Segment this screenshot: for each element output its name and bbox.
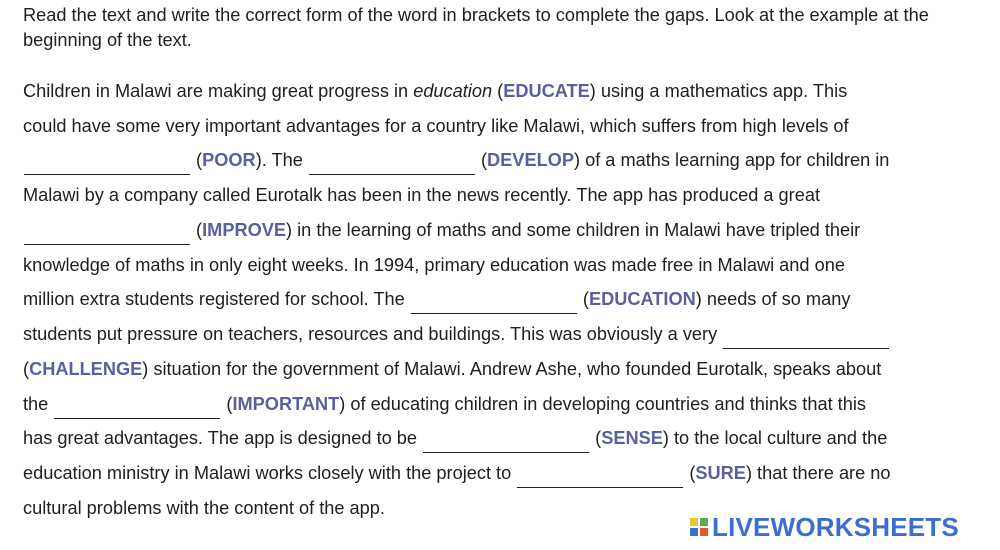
- text-run: ) situation for the government of Malawi. Andrew Ashe, who founded Eurotalk, speaks about: [142, 359, 882, 379]
- keyword-education: EDUCATION: [588, 289, 696, 309]
- text-run: ) of educating children in developing countries and thinks that this: [339, 394, 866, 414]
- text-run: (: [221, 394, 233, 414]
- text-line: [23, 252, 845, 278]
- keyword-develop: DEVELOP: [487, 150, 574, 170]
- logo-square: [700, 518, 708, 526]
- text-line: [23, 391, 866, 419]
- gap-input-challenge[interactable]: [723, 330, 889, 349]
- text-run: Children in Malawi are making great progress in: [23, 81, 414, 101]
- text-run: ) of a maths learning app for children in: [573, 150, 890, 170]
- text-run: million extra students registered for school. The: [23, 289, 410, 309]
- text-run: (: [191, 220, 203, 240]
- text-line: [23, 286, 850, 314]
- text-line: [23, 182, 820, 208]
- example-answer: education: [413, 81, 493, 101]
- text-line: [23, 495, 385, 521]
- text-run: ) using a mathematics app. This: [589, 81, 848, 101]
- keyword-educate: EDUCATE: [503, 81, 590, 101]
- keyword-poor: POOR: [202, 150, 256, 170]
- keyword-challenge: CHALLENGE: [29, 359, 143, 379]
- text-line: [23, 78, 847, 104]
- logo-square: [700, 528, 708, 536]
- text-run: Malawi by a company called Eurotalk has been in the news recently. The app has produced a great: [23, 185, 821, 205]
- logo-text: LIVEWORKSHEETS: [712, 511, 959, 542]
- text-run: ). The: [255, 150, 308, 170]
- gap-input-important[interactable]: [54, 400, 220, 419]
- text-line: [23, 147, 889, 175]
- text-run: cultural problems with the content of the app.: [23, 498, 385, 518]
- text-run: (: [577, 289, 589, 309]
- text-run: (: [590, 428, 602, 448]
- text-run: knowledge of maths in only eight weeks. In 1994, primary education was made free in Malawi and one: [23, 255, 845, 275]
- text-run: has great advantages. The app is designed to be: [23, 428, 423, 448]
- text-run: (: [191, 150, 203, 170]
- liveworksheets-logo[interactable]: [690, 512, 959, 542]
- keyword-sure: SURE: [695, 463, 746, 483]
- text-run: (: [492, 81, 504, 101]
- text-run: (: [475, 150, 488, 170]
- text-run: (: [684, 463, 696, 483]
- instructions: Read the text and write the correct form of the word in brackets to complete the gaps. Look at the example at the beginning of the text.: [23, 5, 929, 50]
- text-run: could have some very important advantages for a country like Malawi, which suffers from high levels of: [23, 116, 849, 136]
- text-run: ) to the local culture and the: [662, 428, 888, 448]
- text-run: ) needs of so many: [695, 289, 851, 309]
- gap-input-improve[interactable]: [24, 226, 190, 245]
- logo-square: [690, 518, 698, 526]
- gap-input-sure[interactable]: [517, 469, 683, 488]
- keyword-sense: SENSE: [601, 428, 663, 448]
- text-run: the: [23, 394, 54, 414]
- text-run: ) in the learning of maths and some children in Malawi have tripled their: [286, 220, 861, 240]
- text-line: [23, 113, 849, 139]
- logo-square: [690, 528, 698, 536]
- text-line: [23, 460, 891, 488]
- text-run: (: [23, 359, 30, 379]
- text-line: [23, 217, 860, 245]
- text-run: education ministry in Malawi works closely with the project to: [23, 463, 517, 483]
- keyword-important: IMPORTANT: [232, 394, 340, 414]
- gap-input-sense[interactable]: [423, 434, 589, 453]
- text-line: [23, 425, 887, 453]
- gap-input-education[interactable]: [411, 295, 577, 314]
- text-line: [23, 356, 881, 382]
- text-line: [23, 321, 890, 349]
- logo-grid-icon: [690, 518, 708, 536]
- text-run: students put pressure on teachers, resources and buildings. This was obviously a very: [23, 324, 723, 344]
- gap-input-develop[interactable]: [309, 156, 475, 175]
- keyword-improve: IMPROVE: [202, 220, 287, 240]
- text-run: ) that there are no: [745, 463, 891, 483]
- gap-input-poor[interactable]: [24, 156, 190, 175]
